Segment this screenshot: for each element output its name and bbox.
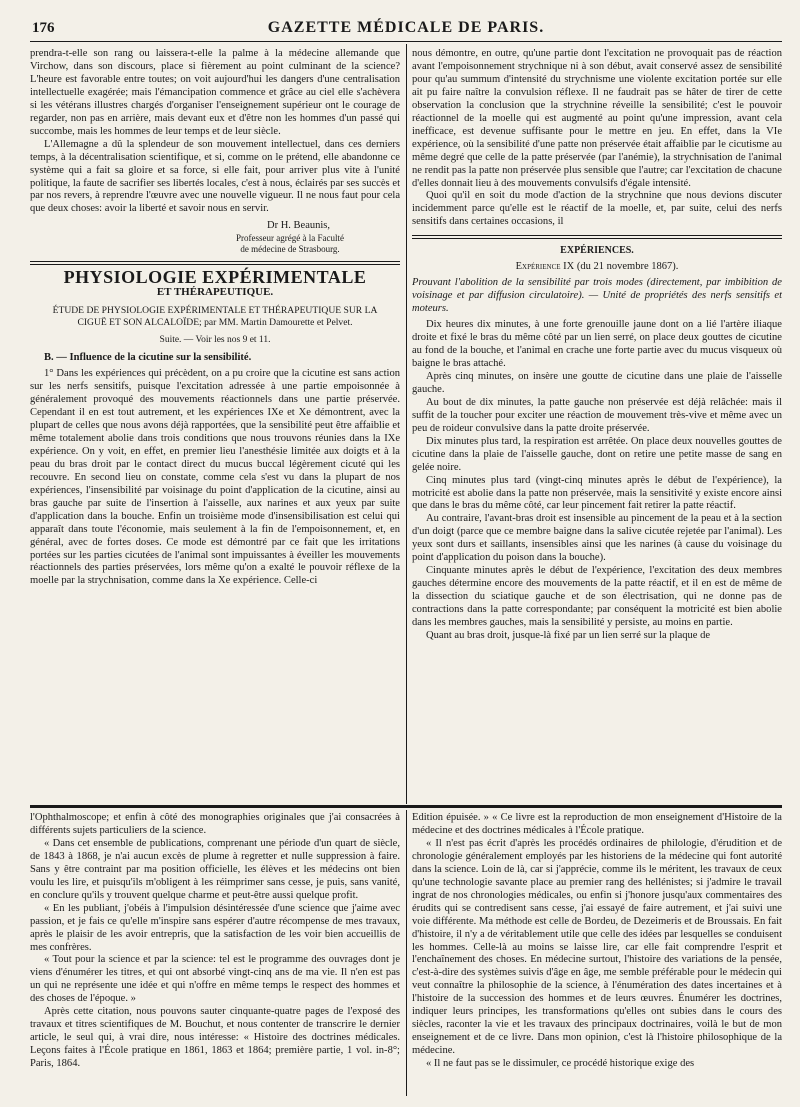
column-right-top <box>412 48 782 800</box>
paragraph: 1° Dans les expériences qui précèdent, on a pu croire que la cicutine est sans action sur les nerfs sensitifs, puisque l'excitation adressée à une partie empoisonnée à généralement provoqué des mouvements réactionnels dans une partie préservée. Cependant il en est tout autrement, et les expériences IXe et Xe démontrent, avec la plupart de celles que nous avons déjà rapportées, que la sensibilité peut être affaiblie et même totalement abolie dans trois conditions que nous trouvons réunies dans la IXe expérience. On y voit, en effet, en premier lieu l'anesthésie limitée aux doigts et à la peau du bras droit par le contact direct du mucus buccal légèrement cicuté qui les recouvre. En second lieu on constate, comme cela s'est vu dans la plupart de nos expériences, l'insensibilité par voisinage du point d'application de la cicutine, ainsi au bras gauche par suite de l'insertion à l'aisselle, aux narines et aux yeux par suite d'application dans la bouche. Enfin un troisième mode d'insensibilisation est celui qui apparaît dans toute l'économie, mais seulement à la fin de l'empoisonnement, et, en général, avec de fortes doses. Ce mode est démontré par ce fait que les irritations portées sur les parties cicutées de l'animal sont impuissantes à éveiller les mouvements réactionnels des parties préservées, lors même qu'on a exalté le pouvoir réflexe de la moelle par la strychnisation, comme dans la Xe expérience. Celle-ci <box>30 368 400 587</box>
experiment-label: Expérience IX <box>515 261 575 273</box>
section-heading: B. — Influence de la cicutine sur la sensibilité. <box>44 352 252 364</box>
experiment-date: (du 21 novembre 1867). <box>576 261 679 273</box>
page-header <box>30 14 782 42</box>
paragraph: Après cinq minutes, on insère une goutte de cicutine dans une plaie de l'aisselle gauche. <box>412 370 782 395</box>
paragraph: « Dans cet ensemble de publications, comprenant une période d'un quart de siècle, de 1843 à 1868, je n'ai aucun excès de plume à regretter et nulle suppression à faire. Sans y être contraint par ma position officielle, les élèves et les médecins ont bien voulu les lire, et puisqu'ils m'obligent à les réimprimer sans cesse, je puis, sans vanité, en conclure qu'ils y trouvent quelque charme et peut-être aussi quelque profit. <box>30 837 400 901</box>
column-left-bottom <box>30 812 400 1096</box>
column-left-top <box>30 48 400 800</box>
paragraph: prendra-t-elle son rang ou laissera-t-elle la palme à la médecine allemande que Virchow, dans son discours, place si fièrement au point culminant de la science? L'heure est favorable entre toutes; on voit aujourd'hui les dangers d'une centralisation intellectuelle exagérée; mais l'émancipation commence et grâce au ciel elle s'achèvera si les vétérans illustres chargés d'organiser l'enseignement supérieur ont le courage de regarder, non pas en arrière, mais devant eux et d'être non les hommes d'un passé qui succombe, mais les hommes de leur temps et de leur siècle. <box>30 48 400 137</box>
continuation-note: Suite. — Voir les nos 9 et 11. <box>159 335 271 346</box>
paragraph: Au contraire, l'avant-bras droit est insensible au pincement de la peau et à la section d'un doigt (parce que ce membre baigne dans la salive cicutée rejetée par l'animal). Les yeux sont durs et saillants, insensibles ainsi que les narines (à cause du voisinage du point d'application du poison dans la bouche). <box>412 513 782 564</box>
rule <box>412 235 782 239</box>
author-signature: Dr H. Beaunis, <box>267 220 330 232</box>
page <box>30 14 782 1096</box>
experiment-heading <box>412 261 782 274</box>
paragraph: Après cette citation, nous pouvons sauter cinquante-quatre pages de l'exposé des travaux et titres scientifiques de M. Bouchut, et nous contenter de transcrire le dernier article, le seul qui, à vrai dire, nous intéresse: « Histoire des doctrines médicales. Leçons faites à l'École pratique en 1861, 1863 et 1864; première partie, 1 vol. in-8°; Paris, 1864. <box>30 1006 400 1070</box>
author-credential: Professeur agrégé à la Faculté <box>236 233 344 244</box>
paragraph: Cinq minutes plus tard (vingt-cinq minutes après le début de l'expérience), la motricité est abolie dans la patte non préservée, mais la sensitivité y existe encore ainsi que dans le bras du même côté, car leur pincement fait retirer la patte réactif. <box>412 474 782 512</box>
column-right-bottom <box>412 812 782 1096</box>
experiment-title: Prouvant l'abolition de la sensibilité par trois modes (directement, par imbibition de voisinage et par diffusion circulatoire). — Unité de propriétés des nerfs sensitifs et moteurs. <box>412 277 782 315</box>
column-divider <box>406 44 407 804</box>
page-number: 176 <box>32 20 55 36</box>
journal-title: GAZETTE MÉDICALE DE PARIS. <box>267 19 545 36</box>
section-divider <box>30 805 782 808</box>
paragraph: « Tout pour la science et par la science: tel est le programme des ouvrages dont je viens d'énumérer les titres, et qui ont absorbé vingt-cinq ans de ma vie. Il n'en est pas un qui ne représente une idée et qui n'offre en même temps le respect des hommes et des choses de l'époque. » <box>30 954 400 1005</box>
paragraph: Dix heures dix minutes, à une forte grenouille jaune dont on a lié l'artère iliaque droite et fixé le bras du même côté par un lien serré, on place deux gouttes de cicutine au fond de la bouche, et l'animal en crache une forte partie avec du mucus visqueux où baigne le bras attaché. <box>412 319 782 369</box>
article-title: ÉTUDE DE PHYSIOLOGIE EXPÉRIMENTALE ET THÉRAPEUTIQUE SUR LA CIGUË ET SON ALCALOÏDE; par MM. Martin Damourette et Pelvet. <box>52 305 378 329</box>
paragraph: Edition épuisée. » « Ce livre est la reproduction de mon enseignement d'Histoire de la médecine et des doctrines médicales à l'École pratique. <box>412 812 782 836</box>
rubric-title: PHYSIOLOGIE EXPÉRIMENTALE <box>63 267 367 288</box>
paragraph: Au bout de dix minutes, la patte gauche non préservée est déjà relâchée: mais il suffit de la toucher pour exciter une réaction de mouvement très-vive et même avec un peu de roideur convulsive dans la patte droite préservée. <box>412 396 782 434</box>
paragraph: l'Ophthalmoscope; et enfin à côté des monographies originales que j'ai consacrées à différents sujets particuliers de la science. <box>30 812 400 836</box>
paragraph: « En les publiant, j'obéis à l'impulsion désintéressée d'une science que j'aime avec passion, et je fais ce qu'elle m'inspire sans espérer d'autre récompense de mes travaux, après le plaisir de les avoir entrepris, que la satisfaction de les voir bien accueillis de mes confrères. <box>30 902 400 953</box>
paragraph: nous démontre, en outre, qu'une partie dont l'excitation ne provoquait pas de réaction avant l'empoisonnement strychnique ni à son début, avait conservé assez de sensibilité pour qu'au summum d'intensité du strychnisme une violente excitation portée sur elle ait pu faire naître la convulsion réflexe. Il ne faudrait pas se hâter de tirer de cette observation la conclusion que la strychnine réveille la sensibilité; c'est le pouvoir réactionnel de la moelle qui est augmenté au point qu'une impression, avant cela inefficace, est devenue suffisante pour le mettre en jeu. En effet, dans la VIe expérience, où la sensibilité d'une patte non préservée était affaiblie par le cicutisme au même degré que celle de la patte préservée (par l'anémie), la strychnisation de l'animal ne rendit pas la patte non préservée plus sensible que l'autre; car l'excitation de chacune d'elles donnait lieu à des mouvements convulsifs d'égale intensité. <box>412 48 782 189</box>
paragraph: L'Allemagne a dû la splendeur de son mouvement intellectuel, dans ces derniers temps, à la décentralisation scientifique, et si, comme on le prétend, elle abandonne ce système qui a fait sa gloire et sa force, si elle fait, pour arriver plus vite à l'unité politique, la faute de sacrifier ses libertés locales, c'est à nous, éclairés par ses succès et par nos revers, à reprendre l'œuvre avec une nouvelle vigueur. Il ne nous faut pour cela que deux choses: avoir la liberté et savoir nous en servir. <box>30 138 400 215</box>
paragraph: « Il ne faut pas se le dissimuler, ce procédé historique exige des <box>426 1058 695 1070</box>
rule <box>30 261 400 265</box>
column-divider-lower <box>406 810 407 1096</box>
author-credential: de médecine de Strasbourg. <box>240 244 340 255</box>
paragraph: Cinquante minutes après le début de l'expérience, l'excitation des deux membres gauches détermine encore des mouvements de la patte réactif, et il en est de même de la dissection du sciatique gauche et de son électrisation, qui ne donne pas de contractions dans la patte correspondante; par conséquent la motricité est bien abolie dans les membres gauches, mais la sensibilité y persiste, au moins en partie. <box>412 565 782 629</box>
paragraph: Quant au bras droit, jusque-là fixé par un lien serré sur la plaque de <box>426 629 711 641</box>
experiments-heading: EXPÉRIENCES. <box>560 245 634 257</box>
paragraph: « Il n'est pas écrit d'après les procédés ordinaires de philologie, d'érudition et de chronologie généralement employés par les historiens de la médecine qui font autorité dans la science. Loin de là, car si j'apprécie, comme ils le méritent, les travaux de ceux qu'une technologie savante place au premier rang des hellénistes; si j'admire le travail ingrat de nos chronologies médicales, ou enfin si j'honore jusqu'aux commentaires des érudits qui se contredisent sans cesse, j'ai essayé de faire autrement, et j'ai suivi une voie différente. Ma méthode est celle de Bordeu, de Dezeimeris et de Broussais. En fait d'histoire, il n'y a de véritablement utile que celle des idées par lesquelles se conduisent les hommes. Celle-là au moins se laisse lire, car elle fait comprendre l'esprit et l'enchaînement des choses. En médecine surtout, l'histoire des variations de la pensée, c'est-à-dire des systèmes suivis d'âge en âge, me semble préférable pour le médecin qui veut connaître la philosophie de la science, à l'énumération des dates incertaines et à l'histoire de la succession des hommes et de leurs œuvres. Énumérer les doctrines, indiquer leurs principes, les transformations qu'elles ont subies dans le cours des siècles, raconter la vie et les travaux des principaux doctrinaires, voilà le but de mon enseignement et de ce livre. Dans mon opinion, c'est là l'histoire philosophique de la médecine. <box>412 837 782 1057</box>
paragraph: Quoi qu'il en soit du mode d'action de la strychnine que nous devions discuter incidemment parce qu'elle est le réactif de la moelle, et, par suite, celui des nerfs sensitifs dans certaines occasions, il <box>412 190 782 228</box>
paragraph: Dix minutes plus tard, la respiration est arrêtée. On place deux nouvelles gouttes de cicutine dans la plaie de l'aisselle gauche, dont on retire une petite masse de sang en gelée noire. <box>412 435 782 473</box>
rubric-subtitle: ET THÉRAPEUTIQUE. <box>156 286 274 299</box>
